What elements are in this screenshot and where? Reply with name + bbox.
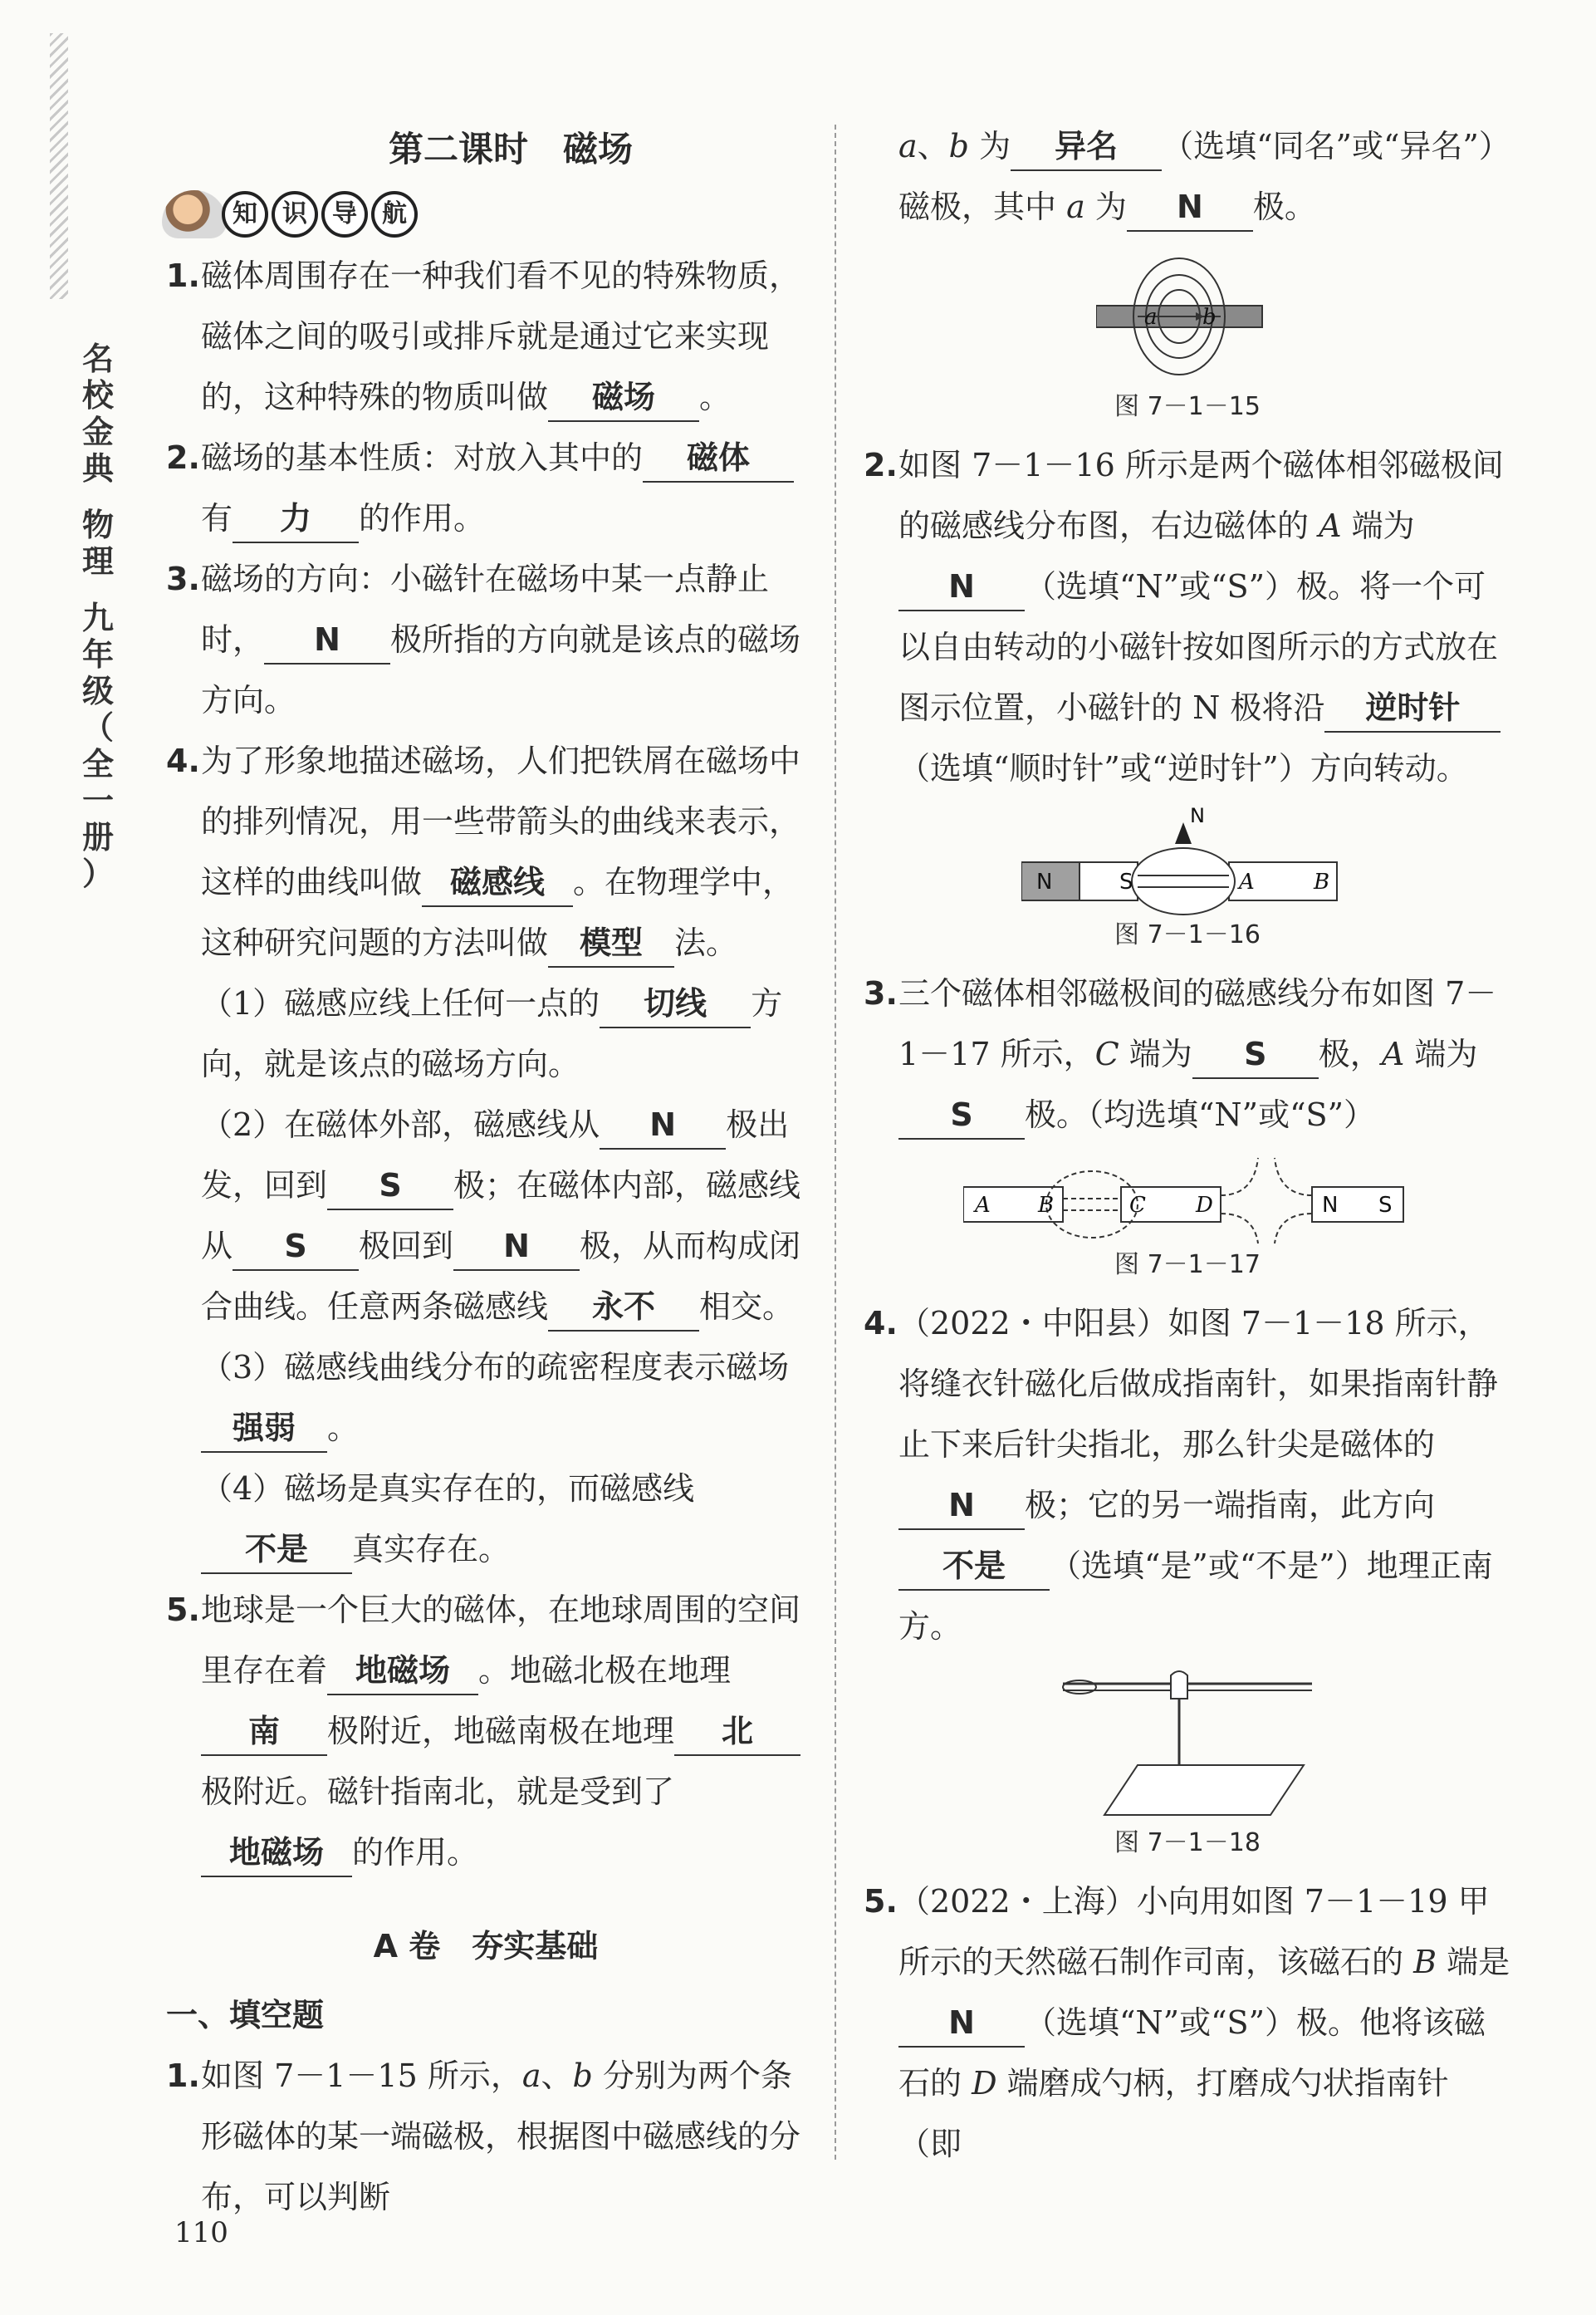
side-gap (76, 580, 120, 600)
item-number: 1. (166, 257, 200, 294)
item-text: 极所指的方向就是该点的磁场方向。 (201, 621, 801, 719)
item-text: 、 (917, 128, 949, 164)
answer-blank: 不是 (201, 1526, 352, 1574)
side-char: 一 (81, 782, 114, 819)
item-number: 5. (166, 1592, 200, 1628)
item-text: 磁场的基本性质：对放入其中的 (201, 439, 644, 476)
item-text: （选填“是”或“不是”）地理正南方。 (898, 1547, 1493, 1645)
side-char: 全 (81, 745, 114, 782)
answer-blank: N (898, 1999, 1025, 2048)
item-text: 。 (327, 1410, 360, 1446)
field-line (1221, 1158, 1312, 1243)
symbol: a (898, 128, 918, 164)
answer-blank: S (327, 1162, 453, 1210)
knowledge-item-5 (166, 1580, 805, 1883)
pole-label: A (1239, 870, 1255, 895)
item-text: 三个磁体相邻磁极间的磁感线分布如图 7－1－17 所示， (898, 975, 1497, 1072)
answer-blank: 地磁场 (327, 1647, 478, 1695)
answer-blank: 磁体 (643, 434, 794, 483)
question-1 (166, 2046, 805, 2228)
symbol: b (572, 2058, 593, 2094)
knowledge-subitem-2 (166, 1095, 805, 1337)
side-char: 九 (81, 599, 114, 636)
needle-eye (1063, 1680, 1096, 1694)
figure-7-1-15 (864, 246, 1511, 427)
symbol: a (1066, 189, 1085, 225)
knowledge-item-4 (166, 731, 805, 974)
section-heading: A 卷 夯实基础 (373, 1928, 599, 1964)
item-number: 3. (864, 975, 898, 1012)
magnet-field-diagram (1096, 246, 1279, 387)
item-text: 如图 7－1－15 所示， (201, 2058, 522, 2094)
pole-label: D (1196, 1193, 1213, 1218)
nav-char: 航 (371, 191, 418, 238)
answer-blank: 切线 (600, 980, 751, 1028)
item-text: （4）磁场是真实存在的，而磁感线 (201, 1470, 695, 1507)
side-char: 典 (81, 449, 114, 487)
item-text: 的作用。 (359, 500, 486, 537)
question-1-continued (864, 116, 1511, 238)
answer-blank: 不是 (898, 1543, 1050, 1591)
pole-label: N (1322, 1193, 1339, 1218)
pole-label-a: a (1144, 305, 1158, 330)
pole-label-b: b (1202, 305, 1217, 330)
needle-compass-diagram (1055, 1665, 1320, 1823)
item-text: 方向，就是该点的磁场方向。 (201, 985, 783, 1082)
left-column (166, 116, 805, 2228)
nav-char: 知 (222, 191, 268, 238)
figure-caption: 图 7－1－17 (1114, 1250, 1261, 1279)
answer-blank: 地磁场 (201, 1829, 352, 1877)
item-text: （2）在磁体外部，磁感线从 (201, 1106, 600, 1143)
side-char: 级 (81, 672, 114, 709)
base (1104, 1765, 1304, 1815)
item-text: 。地磁北极在地理 (478, 1652, 732, 1689)
item-text: 分别为两个条形磁体的某一端磁极，根据图中磁感线的分布，可以判断 (201, 2058, 801, 2215)
pole-label: N (1036, 870, 1053, 895)
answer-blank: 北 (674, 1708, 800, 1756)
column-divider (835, 125, 836, 2160)
item-text: 。在物理学中，这种研究问题的方法叫做 (201, 864, 795, 961)
item-text: 有 (201, 500, 233, 537)
item-number: 1. (166, 2058, 200, 2094)
figure-caption: 图 7－1－15 (1114, 392, 1261, 421)
answer-blank: S (1192, 1031, 1319, 1079)
figure-7-1-16 (864, 807, 1511, 955)
figure-7-1-17 (864, 1154, 1511, 1285)
figure-caption: 图 7－1－16 (1114, 920, 1261, 949)
item-number: 5. (864, 1883, 898, 1920)
answer-blank: S (898, 1091, 1025, 1140)
answer-blank: 南 (201, 1708, 327, 1756)
answer-blank: 永不 (548, 1283, 699, 1332)
answer-blank: 磁场 (548, 374, 699, 422)
item-text: （3）磁感线曲线分布的疏密程度表示磁场 (201, 1349, 790, 1386)
lesson-title: 第二课时 磁场 (388, 129, 633, 169)
symbol: b (948, 128, 969, 164)
item-text: 极， (1318, 1036, 1382, 1072)
answer-blank: 异名 (1011, 123, 1162, 171)
knowledge-item-2 (166, 428, 805, 549)
item-number: 4. (166, 743, 200, 779)
question-4 (864, 1293, 1511, 1657)
three-magnets-diagram (963, 1154, 1412, 1245)
side-char: 校 (81, 376, 114, 414)
answer-blank: S (233, 1223, 359, 1271)
knowledge-subitem-3 (166, 1337, 805, 1459)
question-3 (864, 964, 1511, 1145)
knowledge-subitem-1 (166, 974, 805, 1095)
pivot (1171, 1671, 1187, 1699)
side-char: 册 (81, 818, 114, 856)
item-text: 极回到 (359, 1228, 454, 1264)
figure-caption: 图 7－1－18 (1114, 1828, 1261, 1857)
item-text: （1）磁感应线上任何一点的 (201, 985, 600, 1022)
item-text: 为了形象地描述磁场，人们把铁屑在磁场中的排列情况，用一些带箭头的曲线来表示，这样的曲线叫做 (201, 743, 801, 900)
item-text: 极；在磁体内部，磁感线从 (201, 1167, 801, 1264)
side-book-title (76, 341, 120, 892)
answer-blank: N (1127, 184, 1253, 232)
answer-blank: 逆时针 (1324, 684, 1501, 733)
item-number: 3. (166, 561, 200, 597)
item-text: 端磨成勺柄，打磨成勺状指南针（即 (898, 2065, 1449, 2162)
side-char: 金 (81, 413, 114, 450)
question-5 (864, 1871, 1511, 2175)
nav-char: 识 (272, 191, 318, 238)
part-heading: 一、填空题 (166, 1997, 325, 2033)
symbol: A (1381, 1036, 1405, 1072)
item-text: 极附近，地磁南极在地理 (327, 1713, 675, 1749)
item-text: 法。 (674, 925, 738, 961)
answer-blank: 模型 (548, 920, 674, 968)
item-text: （选填“同名”或“异名”）磁极，其中 (898, 128, 1510, 225)
symbol: B (1413, 1944, 1437, 1980)
answer-blank: N (898, 1482, 1025, 1530)
knowledge-subitem-4 (166, 1459, 805, 1580)
answer-blank: N (264, 616, 390, 665)
item-text: （2022・上海）小向用如图 7－1－19 甲所示的天然磁石制作司南，该磁石的 (898, 1883, 1490, 1980)
item-text: （选填“N”或“S”）极。他将该磁石的 (898, 2004, 1486, 2102)
answer-blank: 力 (233, 495, 359, 543)
item-text: 为 (1084, 189, 1127, 225)
needle-arrow-icon (1175, 822, 1192, 844)
pole-label: S (1378, 1193, 1393, 1218)
item-number: 2. (166, 439, 200, 476)
item-text: 磁场的方向：小磁针在磁场中某一点静止时， (201, 561, 770, 658)
item-text: 端为 (1404, 1036, 1478, 1072)
side-decor-strip (50, 33, 68, 299)
side-char: 年 (81, 635, 114, 673)
item-text: 端为 (1341, 508, 1415, 544)
answer-blank: 磁感线 (422, 859, 573, 907)
item-text: （2022・中阳县）如图 7－1－18 所示，将缝衣针磁化后做成指南针，如果指南针静止下来后针尖指北，那么针尖是磁体的 (898, 1305, 1499, 1463)
side-char: 物 (81, 506, 114, 543)
item-text: 极出发，回到 (201, 1106, 790, 1204)
item-text: 端为 (1119, 1036, 1192, 1072)
pole-label: B (1314, 870, 1330, 895)
side-char: ） (81, 855, 114, 892)
item-text: 极；它的另一端指南，此方向 (1025, 1487, 1436, 1523)
nav-title (222, 191, 418, 238)
answer-blank: N (600, 1101, 726, 1150)
side-gap (76, 487, 120, 507)
item-number: 4. (864, 1305, 898, 1341)
item-text: 端是 (1437, 1944, 1510, 1980)
knowledge-item-3 (166, 549, 805, 731)
pole-label: C (1129, 1193, 1146, 1218)
item-text: 地球是一个巨大的磁体，在地球周围的空间里存在着 (201, 1592, 801, 1689)
needle-N-label: N (1190, 807, 1205, 827)
answer-blank: N (898, 563, 1025, 611)
pole-label: A (975, 1193, 991, 1218)
symbol: C (1094, 1036, 1119, 1072)
item-text: 磁体周围存在一种我们看不见的特殊物质，磁体之间的吸引或排斥就是通过它来实现的，这种特殊的物质叫做 (201, 257, 801, 415)
item-text: 极，从而构成闭合曲线。任意两条磁感线 (201, 1228, 801, 1325)
side-char: 名 (81, 340, 114, 377)
item-text: 极。（均选填“N”或“S”） (1025, 1096, 1375, 1133)
item-text: 的作用。 (352, 1834, 479, 1871)
compass (1132, 848, 1235, 915)
knowledge-nav-badge (162, 183, 805, 246)
item-text: （选填“N”或“S”）极。将一个可以自由转动的小磁针按如图所示的方式放在图示位置，小磁针的 N 极将沿 (898, 568, 1499, 726)
question-2 (864, 435, 1511, 799)
item-text: 真实存在。 (352, 1531, 511, 1567)
item-number: 2. (864, 447, 898, 483)
item-text: 。 (699, 379, 732, 415)
answer-blank: 强弱 (201, 1405, 327, 1453)
figure-7-1-18 (864, 1665, 1511, 1863)
pole-label: S (1119, 870, 1133, 895)
item-text: 为 (969, 128, 1011, 164)
right-column (864, 116, 1511, 2175)
item-text: 相交。 (699, 1288, 795, 1325)
answer-blank: N (453, 1223, 580, 1271)
item-text: 极附近。磁针指南北，就是受到了 (201, 1773, 675, 1810)
compass-magnets-diagram (1021, 807, 1354, 915)
mascot-icon (162, 190, 227, 238)
symbol: A (1319, 508, 1342, 544)
side-char: （ (81, 709, 114, 746)
page-number: 110 (174, 2216, 228, 2249)
item-text: 如图 7－1－16 所示是两个磁体相邻磁极间的磁感线分布图，右边磁体的 (898, 447, 1504, 544)
nav-char: 导 (321, 191, 368, 238)
item-text: 、 (541, 2058, 573, 2094)
symbol: a (521, 2058, 541, 2094)
knowledge-item-1 (166, 246, 805, 428)
pole-label: B (1038, 1193, 1055, 1218)
item-text: 极。 (1252, 189, 1316, 225)
item-text: （选填“顺时针”或“逆时针”）方向转动。 (898, 750, 1468, 787)
side-char: 理 (81, 542, 114, 580)
symbol: D (972, 2065, 997, 2102)
